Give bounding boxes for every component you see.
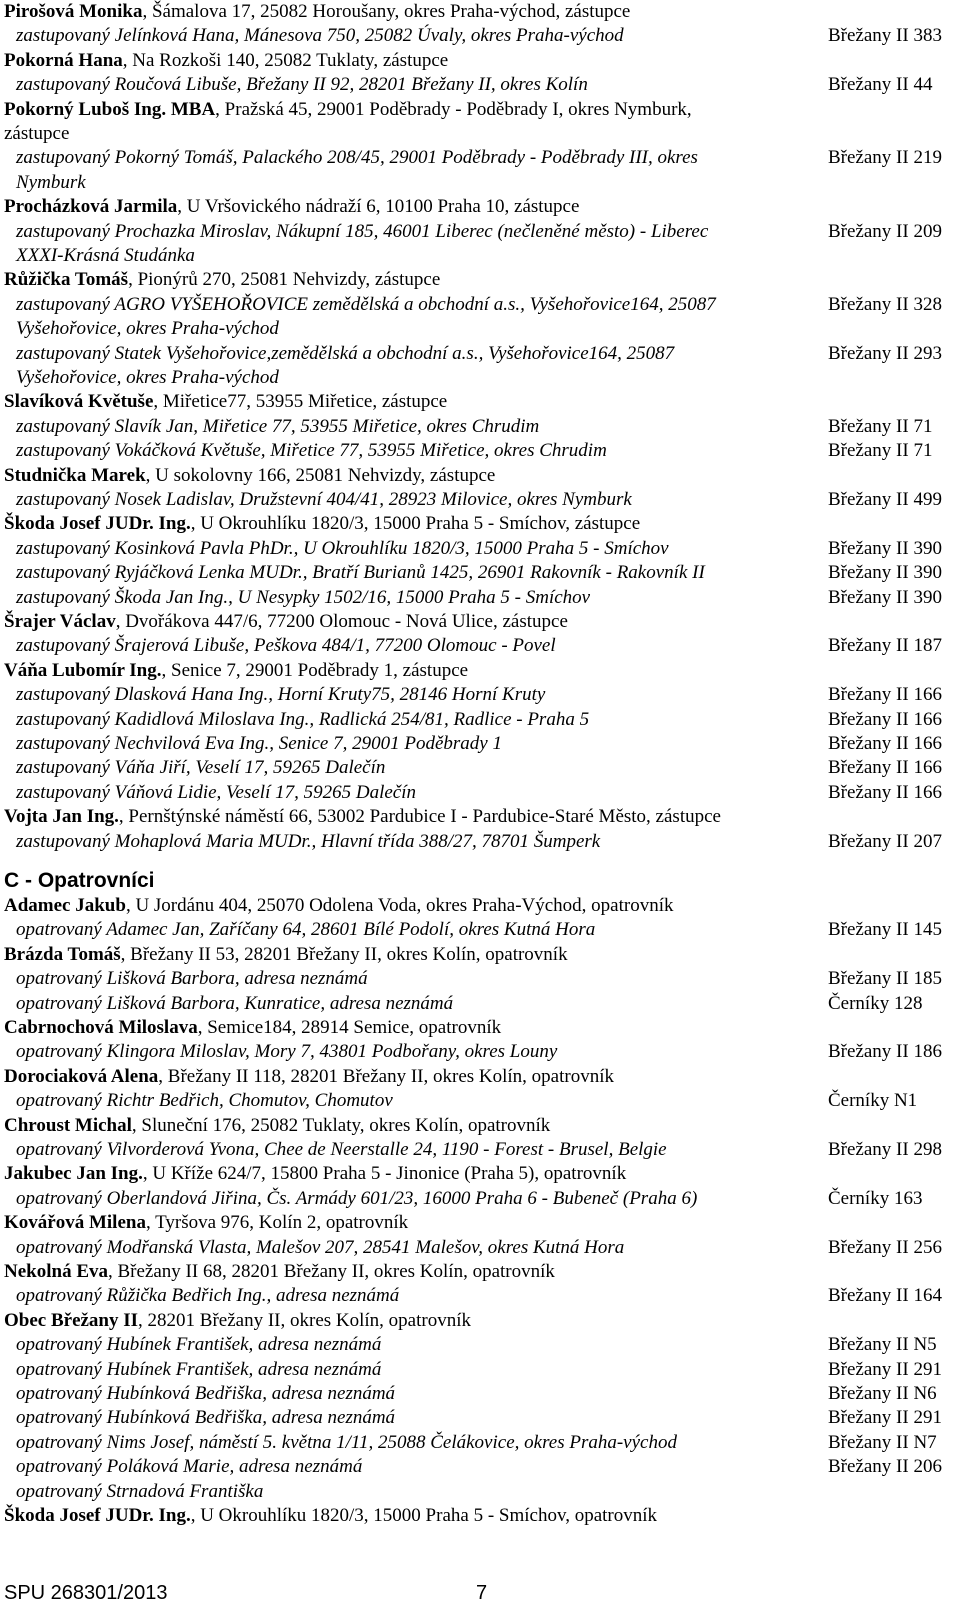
represented-line: zastupovaný Škoda Jan Ing., U Nesypky 1502/16, 15000 Praha 5 - Smíchov: [16, 586, 591, 608]
entry: [4, 894, 956, 943]
represented-row: [4, 1284, 956, 1308]
represented-row: [4, 1040, 956, 1064]
entry-name: Cabrnochová Miloslava: [4, 1017, 198, 1039]
represented-row: [4, 293, 956, 342]
entry-heading: [4, 1260, 956, 1284]
represented-row: [4, 586, 956, 610]
property-ref: Břežany II 291: [828, 1407, 942, 1429]
represented-row: [4, 537, 956, 561]
represented-text: [16, 1382, 816, 1406]
entry-heading: [4, 0, 956, 24]
entry-name: Škoda Josef JUDr. Ing.: [4, 1505, 191, 1527]
property-ref: Břežany II 187: [828, 635, 942, 657]
entry: [4, 268, 956, 390]
represented-line: opatrovaný Vilvorderová Yvona, Chee de Neerstalle 24, 1190 - Forest - Brusel, Belgie: [16, 1139, 667, 1161]
entry-address: , Břežany II 118, 28201 Břežany II, okres Kolín, opatrovník: [158, 1065, 614, 1087]
entry: [4, 464, 956, 513]
entry-address-cont: zástupce: [4, 122, 70, 144]
represented-row: [4, 1431, 956, 1455]
entry-name: Pokorný Luboš Ing. MBA: [4, 98, 216, 120]
entry: [4, 1016, 956, 1065]
represented-text: [16, 1480, 816, 1504]
entry-heading: [4, 610, 956, 634]
property-ref: Břežany II 328: [828, 293, 942, 315]
entry-address: , Břežany II 53, 28201 Břežany II, okres Kolín, opatrovník: [120, 943, 568, 965]
represented-line: zastupovaný Statek Vyšehořovice,zemědělská a obchodní a.s., Vyšehořovice164, 25087: [16, 342, 675, 364]
represented-text: [16, 708, 816, 732]
represented-line: opatrovaný Lišková Barbora, Kunratice, adresa neznámá: [16, 992, 454, 1014]
entry-heading: [4, 1065, 956, 1089]
property-ref: Břežany II 166: [828, 708, 942, 730]
represented-text: [16, 732, 816, 756]
represented-text: [16, 1455, 816, 1479]
entry-address: , U Okrouhlíku 1820/3, 15000 Praha 5 - Smíchov, zástupce: [190, 513, 641, 535]
property-ref: Břežany II 145: [828, 919, 942, 941]
entry-name: Dorociaková Alena: [4, 1065, 159, 1087]
represented-text: [16, 561, 816, 585]
property-ref: Břežany II 219: [828, 147, 942, 169]
property-ref: Břežany II 71: [828, 415, 933, 437]
entry-address: , Na Rozkoši 140, 25082 Tuklaty, zástupce: [122, 49, 449, 71]
represented-line: opatrovaný Růžička Bedřich Ing., adresa neznámá: [16, 1285, 400, 1307]
entry-address: , Břežany II 68, 28201 Břežany II, okres Kolín, opatrovník: [108, 1261, 555, 1283]
property-ref: Břežany II N5: [828, 1334, 937, 1356]
represented-row: [4, 146, 956, 195]
represented-line-cont: XXXI-Krásná Studánka: [16, 244, 195, 266]
section-b-list: [4, 0, 956, 854]
represented-row: [4, 342, 956, 391]
property-ref: Břežany II N6: [828, 1383, 937, 1405]
represented-line: zastupovaný Váňová Lidie, Veselí 17, 59265 Dalečín: [16, 781, 416, 803]
entry-name: Jakubec Jan Ing.: [4, 1163, 143, 1185]
property-ref: Břežany II 166: [828, 781, 942, 803]
represented-text: [16, 146, 816, 195]
entry-address: , Dvořákova 447/6, 77200 Olomouc - Nová Ulice, zástupce: [115, 611, 568, 633]
entry-heading: [4, 805, 956, 829]
entry-name: Procházková Jarmila: [4, 196, 178, 218]
page-footer: [4, 1580, 504, 1606]
represented-line: zastupovaný Dlasková Hana Ing., Horní Kruty75, 28146 Horní Kruty: [16, 684, 546, 706]
entry-name: Škoda Josef JUDr. Ing.: [4, 513, 191, 535]
entry-name: Pokorná Hana: [4, 49, 123, 71]
represented-line: zastupovaný Ryjáčková Lenka MUDr., Bratří Burianů 1425, 26901 Rakovník - Rakovník II: [16, 562, 705, 584]
represented-line-cont: Vyšehořovice, okres Praha-východ: [16, 318, 279, 340]
represented-line-cont: Vyšehořovice, okres Praha-východ: [16, 367, 279, 388]
represented-row: [4, 220, 956, 269]
represented-text: [16, 992, 816, 1016]
represented-row: [4, 1382, 956, 1406]
entry-address: , Senice 7, 29001 Poděbrady 1, zástupce: [161, 659, 469, 681]
entry-address: , U sokolovny 166, 25081 Nehvizdy, zástupce: [145, 464, 496, 486]
property-ref: Břežany II 390: [828, 586, 942, 608]
entry-name: Chroust Michal: [4, 1114, 132, 1136]
entry-name: Studnička Marek: [4, 464, 146, 486]
represented-row: [4, 1236, 956, 1260]
represented-line: zastupovaný Prochazka Miroslav, Nákupní 185, 46001 Liberec (nečleněné město) - Liberec: [16, 220, 709, 242]
entry-heading: [4, 894, 956, 918]
entry-heading: [4, 1114, 956, 1138]
entry: [4, 1162, 956, 1211]
entry-heading: [4, 1211, 956, 1235]
entry: [4, 1211, 956, 1260]
entry-heading: [4, 943, 956, 967]
entry-heading: [4, 659, 956, 683]
property-ref: Černíky 128: [828, 992, 923, 1014]
represented-line: zastupovaný Nechvilová Eva Ing., Senice 7, 29001 Poděbrady 1: [16, 733, 502, 755]
property-ref: Břežany II 383: [828, 25, 942, 47]
represented-line: zastupovaný AGRO VYŠEHOŘOVICE zemědělská a obchodní a.s., Vyšehořovice164, 25087: [16, 293, 716, 315]
represented-line: zastupovaný Kadidlová Miloslava Ing., Radlická 254/81, Radlice - Praha 5: [16, 708, 590, 730]
represented-text: [16, 1406, 816, 1430]
represented-text: [16, 1236, 816, 1260]
represented-line: zastupovaný Roučová Libuše, Břežany II 92, 28201 Břežany II, okres Kolín: [16, 74, 588, 96]
represented-line: zastupovaný Pokorný Tomáš, Palackého 208/45, 29001 Poděbrady - Poděbrady III, okres: [16, 147, 698, 169]
entry-name: Nekolná Eva: [4, 1261, 108, 1283]
represented-row: [4, 488, 956, 512]
represented-text: [16, 439, 816, 463]
represented-row: [4, 683, 956, 707]
represented-line: opatrovaný Adamec Jan, Zaříčany 64, 28601 Bílé Podolí, okres Kutná Hora: [16, 919, 596, 941]
entry: [4, 1065, 956, 1114]
represented-row: [4, 708, 956, 732]
represented-text: [16, 830, 816, 854]
section-title: C - Opatrovníci: [4, 869, 155, 893]
property-ref: Černíky 163: [828, 1187, 923, 1209]
property-ref: Břežany II 390: [828, 537, 942, 559]
page-number: 7: [476, 1582, 488, 1604]
represented-text: [16, 1089, 816, 1113]
property-ref: Břežany II 206: [828, 1456, 942, 1478]
represented-row: [4, 24, 956, 48]
represented-row: [4, 1089, 956, 1113]
entry-address: , Pražská 45, 29001 Poděbrady - Poděbrady I, okres Nymburk,: [215, 98, 692, 120]
represented-line: opatrovaný Poláková Marie, adresa neznámá: [16, 1456, 363, 1478]
entry-name: Vojta Jan Ing.: [4, 806, 119, 828]
represented-row: [4, 830, 956, 854]
represented-row: [4, 1138, 956, 1162]
represented-row: [4, 1406, 956, 1430]
property-ref: Břežany II 186: [828, 1041, 942, 1063]
entry-address: , U Kříže 624/7, 15800 Praha 5 - Jinonice (Praha 5), opatrovník: [142, 1163, 627, 1185]
represented-text: [16, 488, 816, 512]
represented-line-cont: Nymburk: [16, 171, 86, 193]
property-ref: Břežany II 166: [828, 733, 942, 755]
entry-address: , U Vršovického nádraží 6, 10100 Praha 10, zástupce: [177, 196, 580, 218]
property-ref: Břežany II N7: [828, 1431, 937, 1453]
represented-text: [16, 342, 816, 391]
represented-line: opatrovaný Lišková Barbora, adresa neznámá: [16, 968, 368, 990]
entry-heading: [4, 49, 956, 73]
represented-row: [4, 1358, 956, 1382]
entry-address: , Tyršova 976, Kolín 2, opatrovník: [145, 1212, 409, 1234]
represented-line: zastupovaný Vokáčková Květuše, Miřetice 77, 53955 Miřetice, okres Chrudim: [16, 440, 607, 462]
represented-text: [16, 634, 816, 658]
entry: [4, 98, 956, 196]
represented-text: [16, 586, 816, 610]
entry-address: , U Jordánu 404, 25070 Odolena Voda, okres Praha-Východ, opatrovník: [125, 895, 674, 917]
entry-heading: [4, 268, 956, 292]
represented-text: [16, 415, 816, 439]
represented-line: opatrovaný Klingora Miloslav, Mory 7, 43801 Podbořany, okres Louny: [16, 1041, 558, 1063]
entry-heading: [4, 98, 956, 122]
represented-line: opatrovaný Nims Josef, náměstí 5. května 1/11, 25088 Čelákovice, okres Praha-východ: [16, 1431, 677, 1453]
represented-line: opatrovaný Richtr Bedřich, Chomutov, Chomutov: [16, 1090, 393, 1112]
entry: [4, 659, 956, 805]
entry-name: Brázda Tomáš: [4, 943, 121, 965]
entry-name: Váňa Lubomír Ing.: [4, 659, 162, 681]
entry: [4, 1309, 956, 1504]
represented-line: zastupovaný Šrajerová Libuše, Peškova 484/1, 77200 Olomouc - Povel: [16, 635, 556, 657]
property-ref: Břežany II 499: [828, 489, 942, 510]
entry-address: , Pernštýnské náměstí 66, 53002 Pardubice I - Pardubice-Staré Město, zástupce: [118, 806, 721, 828]
represented-row: [4, 415, 956, 439]
entry-heading: [4, 1504, 956, 1528]
represented-line: opatrovaný Hubínek František, adresa neznámá: [16, 1358, 382, 1380]
entry-name: Pirošová Monika: [4, 1, 143, 22]
entry-name: Slavíková Květuše: [4, 391, 154, 413]
entry-heading: [4, 1162, 956, 1186]
represented-row: [4, 732, 956, 756]
represented-line: zastupovaný Slavík Jan, Miřetice 77, 53955 Miřetice, okres Chrudim: [16, 415, 540, 437]
represented-row: [4, 781, 956, 805]
represented-line: opatrovaný Hubínková Bedřiška, adresa neznámá: [16, 1383, 396, 1405]
entry: [4, 1504, 956, 1528]
entry: [4, 195, 956, 268]
entry-address: , 28201 Břežany II, okres Kolín, opatrovník: [138, 1309, 472, 1331]
represented-line: zastupovaný Kosinková Pavla PhDr., U Okrouhlíku 1820/3, 15000 Praha 5 - Smíchov: [16, 537, 669, 559]
entry: [4, 610, 956, 659]
entry-address: , Sluneční 176, 25082 Tuklaty, okres Kolín, opatrovník: [131, 1114, 551, 1136]
entry: [4, 805, 956, 854]
represented-row: [4, 967, 956, 991]
entry-address: , Miřetice77, 53955 Miřetice, zástupce: [153, 391, 448, 413]
property-ref: Břežany II 207: [828, 830, 942, 852]
entry-address: , U Okrouhlíku 1820/3, 15000 Praha 5 - Smíchov, opatrovník: [190, 1505, 658, 1527]
represented-text: [16, 967, 816, 991]
represented-row: [4, 439, 956, 463]
entry-heading: [4, 1309, 956, 1333]
property-ref: Břežany II 256: [828, 1236, 942, 1258]
represented-text: [16, 756, 816, 780]
represented-text: [16, 24, 816, 48]
represented-line: opatrovaný Oberlandová Jiřina, Čs. Armády 601/23, 16000 Praha 6 - Bubeneč (Praha 6): [16, 1187, 698, 1209]
represented-line: zastupovaný Váňa Jiří, Veselí 17, 59265 Dalečín: [16, 757, 386, 779]
represented-text: [16, 918, 816, 942]
entry-name: Růžička Tomáš: [4, 269, 129, 291]
represented-row: [4, 918, 956, 942]
represented-text: [16, 781, 816, 805]
property-ref: Břežany II 185: [828, 968, 942, 990]
represented-text: [16, 73, 816, 97]
entry-heading: [4, 390, 956, 414]
section-c-list: [4, 894, 956, 1528]
entry-heading: [4, 464, 956, 488]
represented-line: zastupovaný Jelínková Hana, Mánesova 750, 25082 Úvaly, okres Praha-východ: [16, 25, 624, 47]
represented-line: opatrovaný Hubínková Bedřiška, adresa neznámá: [16, 1407, 396, 1429]
represented-line: opatrovaný Strnadová Františka: [16, 1480, 264, 1502]
entry-address: , Šámalova 17, 25082 Horoušany, okres Praha-východ, zástupce: [142, 1, 631, 22]
represented-row: [4, 992, 956, 1016]
property-ref: Břežany II 166: [828, 757, 942, 779]
property-ref: Břežany II 298: [828, 1139, 942, 1161]
represented-row: [4, 73, 956, 97]
represented-row: [4, 1480, 956, 1504]
represented-row: [4, 634, 956, 658]
property-ref: Břežany II 293: [828, 342, 942, 364]
property-ref: Břežany II 390: [828, 562, 942, 584]
represented-line: opatrovaný Modřanská Vlasta, Malešov 207, 28541 Malešov, okres Kutná Hora: [16, 1236, 625, 1258]
represented-line: zastupovaný Nosek Ladislav, Družstevní 404/41, 28923 Milovice, okres Nymburk: [16, 489, 632, 510]
document-body: [4, 0, 956, 1528]
entry-address: , Semice184, 28914 Semice, opatrovník: [197, 1017, 502, 1039]
represented-line: opatrovaný Hubínek František, adresa neznámá: [16, 1334, 382, 1356]
entry-name: Kovářová Milena: [4, 1212, 146, 1234]
represented-row: [4, 561, 956, 585]
entry-name: Obec Břežany II: [4, 1309, 139, 1331]
property-ref: Černíky N1: [828, 1090, 918, 1112]
represented-text: [16, 537, 816, 561]
entry-name: Šrajer Václav: [4, 611, 116, 633]
entry-heading: [4, 1016, 956, 1040]
entry: [4, 0, 956, 49]
represented-text: [16, 1040, 816, 1064]
property-ref: Břežany II 209: [828, 220, 942, 242]
represented-row: [4, 1333, 956, 1357]
entry-name: Adamec Jakub: [4, 895, 126, 917]
represented-text: [16, 293, 816, 342]
property-ref: Břežany II 44: [828, 74, 933, 96]
entry: [4, 1260, 956, 1309]
entry: [4, 49, 956, 98]
represented-row: [4, 756, 956, 780]
represented-text: [16, 1284, 816, 1308]
entry: [4, 1114, 956, 1163]
represented-text: [16, 683, 816, 707]
entry-heading: [4, 512, 956, 536]
represented-text: [16, 1187, 816, 1211]
entry: [4, 943, 956, 1016]
represented-row: [4, 1187, 956, 1211]
entry: [4, 512, 956, 610]
entry-address: , Pionýrů 270, 25081 Nehvizdy, zástupce: [128, 269, 441, 291]
represented-row: [4, 1455, 956, 1479]
represented-text: [16, 1138, 816, 1162]
represented-text: [16, 1333, 816, 1357]
property-ref: Břežany II 291: [828, 1358, 942, 1380]
property-ref: Břežany II 164: [828, 1285, 942, 1307]
property-ref: Břežany II 71: [828, 440, 933, 462]
entry-heading: [4, 195, 956, 219]
represented-text: [16, 1431, 816, 1455]
entry: [4, 390, 956, 463]
property-ref: Břežany II 166: [828, 684, 942, 706]
represented-line: zastupovaný Mohaplová Maria MUDr., Hlavní třída 388/27, 78701 Šumperk: [16, 830, 601, 852]
represented-text: [16, 220, 816, 269]
document-id: SPU 268301/2013: [4, 1582, 168, 1604]
represented-text: [16, 1358, 816, 1382]
